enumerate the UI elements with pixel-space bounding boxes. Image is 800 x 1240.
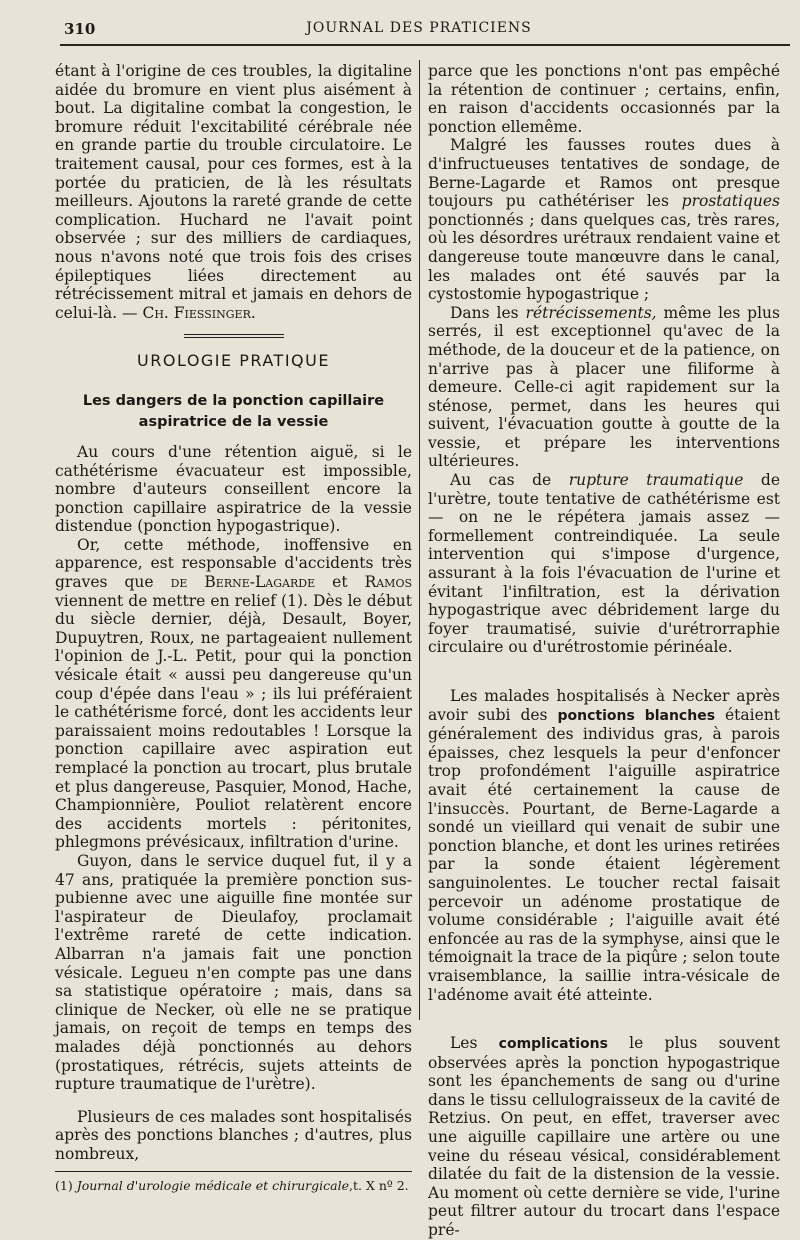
right-paragraph-4: Au cas de rupture traumatique de l'urètre, toute tentative de cathétérisme est — on ne le répétera jamais assez — formellement contreindiquée. La seule intervention qui s'impose d'urgence, assurant à la fois l'évacuation de l'urine et évitant l'infiltration, est la dérivation hypogastrique avec débridement large du foyer traumatisé, suivie d'urétrorraphie circulaire ou d'urétrostomie périnéale. <box>428 471 780 657</box>
right-paragraph-2: Malgré les fausses routes dues à d'infructueuses tentatives de sondage, de Berne-Lagarde et Ramos ont presque toujours pu cathétériser les prostatiques ponctionnés ; dans quelques cas, très rares, où les désordres urétraux rendaient vaine et dangereuse toute manœuvre dans le canal, les malades ont été sauvés par la cystostomie hypogastrique ; <box>428 136 780 304</box>
section-title: UROLOGIE PRATIQUE <box>137 351 330 371</box>
left-paragraph-2: Or, cette méthode, inoffensive en apparence, est responsable d'accidents très graves que de Berne-Lagarde et Ramos viennent de mettre en relief (1). Dès le début du siècle dernier, déjà, Desault, Boyer, Dupuytren, Roux, ne partageaient nullement l'opinion de J.-L. Petit, pour qui la ponction vésicale était « aussi peu dangereuse qu'un coup d'épée dans l'eau » ; ils lui préféraient le cathétérisme forcé, dont les accidents leur paraissaient moins redoutables ! Lorsque la ponction capillaire avec aspiration eut remplacé la ponction au trocart, plus brutale et plus dangereuse, Pasquier, Monod, Hache, Championnière, Pouliot relatèrent encore des accidents mortels : péritonites, phlegmons prévésicaux, infiltration d'urine. <box>55 535 412 852</box>
left-paragraph-4: Plusieurs de ces malades sont hospitalisés après des ponctions blanches ; d'autres, plus nombreux, <box>55 1107 412 1163</box>
column-divider <box>419 60 420 1020</box>
footnote: (1) Journal d'urologie médicale et chirurgicale,t. X nº 2. <box>55 1178 409 1194</box>
intro-author: Ch. Fiessinger. <box>142 303 256 322</box>
right-column <box>428 62 780 1240</box>
header-rule <box>60 44 790 46</box>
right-paragraph-1: parce que les ponctions n'ont pas empêché la rétention de continuer ; certains, enfin, en raison d'accidents occasionnés par la ponction ellemême. <box>428 62 780 136</box>
intro-paragraph: étant à l'origine de ces troubles, la digitaline aidée du bromure en vient plus aisément à bout. La digitaline combat la congestion, le bromure réduit l'excitabilité cérébrale née en grande partie du trouble circulatoire. Le traitement causal, pour ces formes, est à la portée du praticien, de là les résultats meilleurs. Ajoutons la rareté grande de cette complication. Huchard ne l'avait point observée ; sur des milliers de cardiaques, nous n'avons noté que trois fois des crises épileptiques liées directement au rétrécissement mitral et jamais en dehors de celui-là. — Ch. Fiessinger. <box>55 62 412 322</box>
right-paragraph-3: Dans les rétrécissements, même les plus serrés, il est exceptionnel qu'avec de la méthode, de la douceur et de la patience, on n'arrive pas à placer une filiforme à demeure. Celle-ci agit rapidement sur la sténose, permet, dans les heures qui suivent, l'évacuation goutte à goutte de la vessie, et prépare les interventions ultérieures. <box>428 303 780 471</box>
left-column <box>55 62 412 1194</box>
journal-title: JOURNAL DES PRATICIENS <box>306 20 532 36</box>
right-paragraph-5: Les malades hospitalisés à Necker après avoir subi des ponctions blanches étaient généralement des individus gras, à parois épaisses, chez lesquels la peur d'enfoncer trop profondément l'aiguille aspiratrice avait été certainement la cause de l'insuccès. Pourtant, de Berne-Lagarde a sondé un vieillard qui venait de subir une ponction blanche, et dont les urines retirées par la sonde étaient légèrement sanguinolentes. Le toucher rectal faisait percevoir un adénome prostatique de volume considérable ; l'aiguille avait été enfoncée au ras de la symphyse, ainsi que le témoignait la trace de la piqûre ; selon toute vraisemblance, la saillie intra-vésicale de l'adénome avait été atteinte. <box>428 687 780 1004</box>
footnote-rule <box>55 1171 412 1172</box>
left-paragraph-3: Guyon, dans le service duquel fut, il y a 47 ans, pratiquée la première ponction sus-pubienne avec une aiguille fine montée sur l'aspirateur de Dieulafoy, proclamait l'extrême rareté de cette indication. Albarran n'a jamais fait une ponction vésicale. Legueu n'en compte pas une dans sa statistique opératoire ; mais, dans sa clinique de Necker, où elle ne se pratique jamais, on reçoit de temps en temps des malades déjà ponctionnés au dehors (prostatiques, rétrécis, sujets atteints de rupture traumatique de l'urètre). <box>55 851 412 1094</box>
left-paragraph-1: Au cours d'une rétention aiguë, si le cathétérisme évacuateur est impossible, nombre d'auteurs conseillent encore la ponction capillaire aspiratrice de la vessie distendue (ponction hypogastrique). <box>55 442 412 536</box>
page-number: 310 <box>64 20 96 38</box>
article-title: Les dangers de la ponction capillaire aspiratrice de la vessie <box>82 392 385 430</box>
right-paragraph-6: Les complications le plus souvent observées après la ponction hypogastrique sont les épanchements de sang ou d'urine dans le tissu cellulograisseux de la cavité de Retzius. On peut, en effet, traverser avec une aiguille capillaire une artère ou une veine du réseau vésical, considérablement dilatée du fait de la distension de la vessie. Au moment où cette dernière se vide, l'urine peut filtrer autour du trocart dans l'espace pré- <box>428 1034 780 1240</box>
section-separator <box>184 334 284 338</box>
page-header <box>60 18 778 42</box>
